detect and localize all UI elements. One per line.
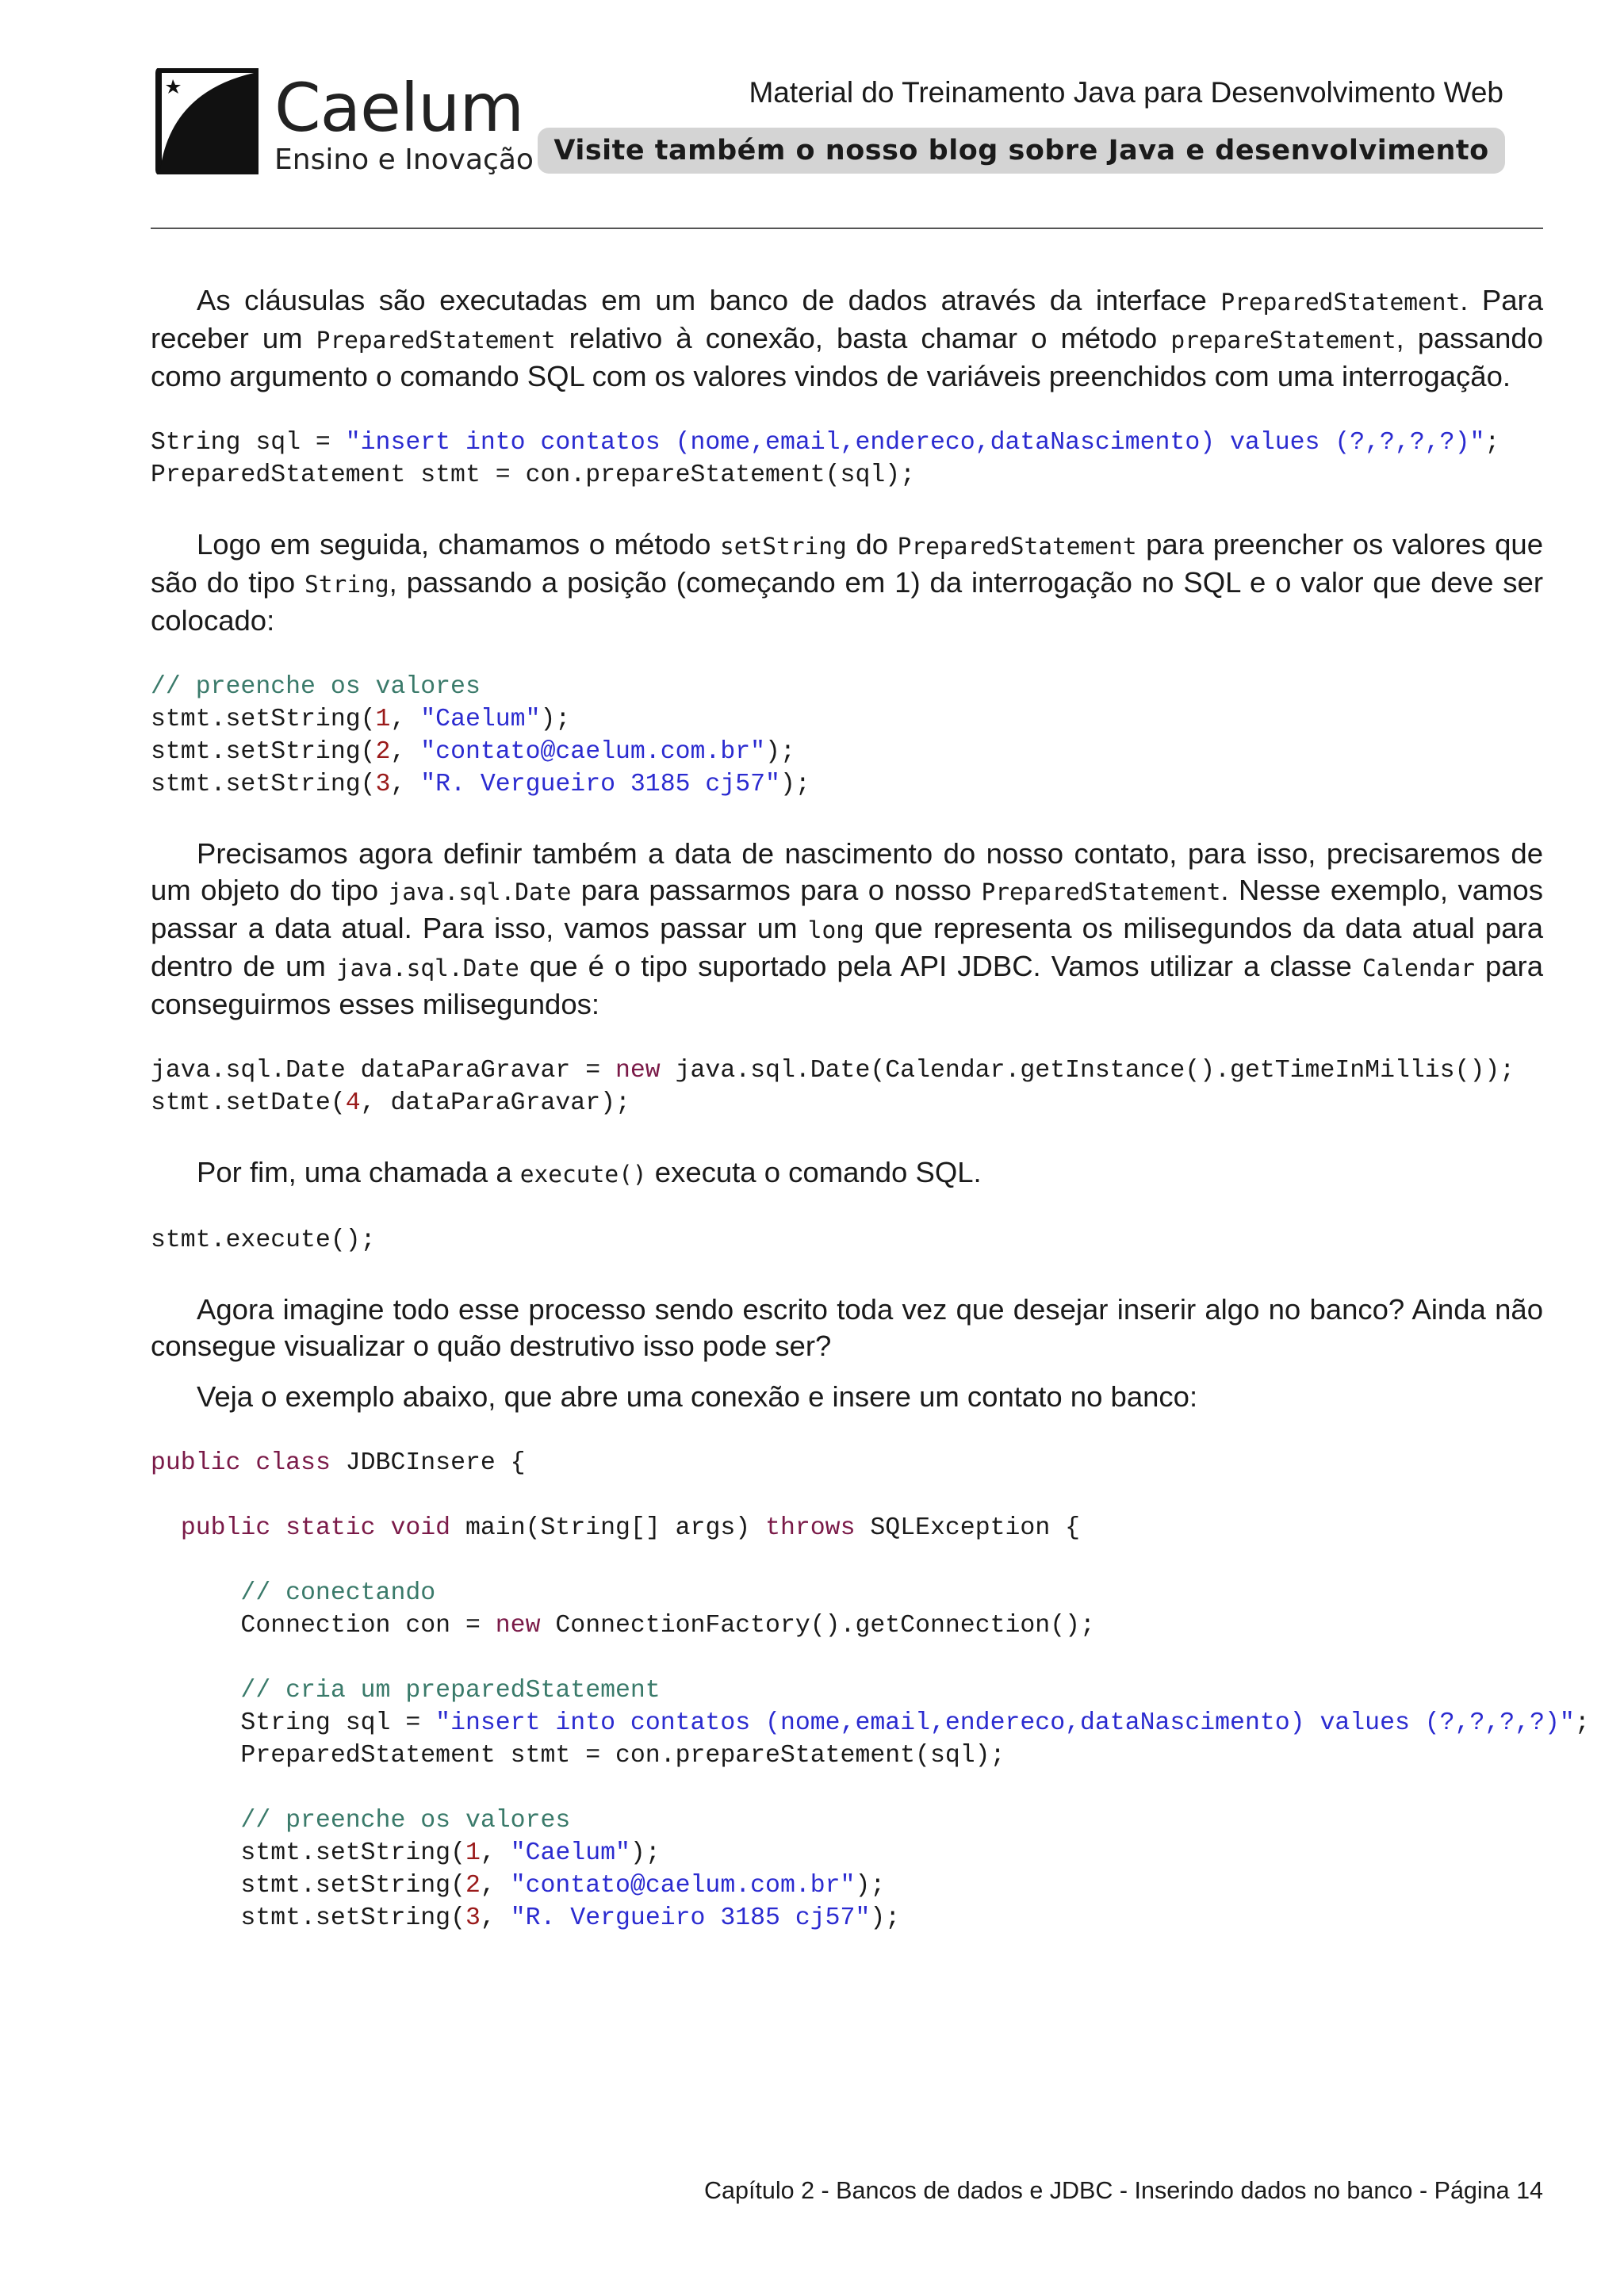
code-block-set-string: // preenche os valores stmt.setString(1, "Caelum"); stmt.setString(2, "contato@caelum.com.br"); stmt.setString(3, "R. Vergueiro 3185 cj57"); [151,673,810,798]
header-divider [151,228,1543,229]
inline-code: PreparedStatement [1220,289,1461,316]
main-content [151,282,1590,1934]
inline-code: prepareStatement [1170,327,1396,354]
inline-code: String [304,571,389,598]
logo-tagline: Ensino e Inovação [274,144,534,176]
inline-code: java.sql.Date [335,955,519,982]
inline-code: Calendar [1362,955,1475,982]
paragraph-prepared-statement: As cláusulas são executadas em um banco de dados através da interface PreparedStatement. Para receber um PreparedStatement relativo à conexão, basta chamar o método prepareStatement, passando como argumento o comando SQL com os valores vindos de variáveis preenchidos com uma interrogação. [151,284,1543,392]
page-footer: Capítulo 2 - Bancos de dados e JDBC - Inserindo dados no banco - Página 14 [704,2177,1543,2204]
caelum-logo-mark-icon [155,68,259,174]
inline-code: java.sql.Date [388,878,572,905]
header-title: Material do Treinamento Java para Desenvolvimento Web [749,76,1503,109]
inline-code: execute() [519,1161,647,1188]
inline-code: PreparedStatement [981,878,1221,905]
code-block-jdbc-insere: public class JDBCInsere { public static void main(String[] args) throws SQLException { // conectando Connection con = new ConnectionFactory().getConnection(); // cria um preparedStatement String sql = "insert into contatos (nome,email,endereco,dataNascimento) values (?,?,?,?)"; PreparedStatement stmt = con.prepareStatement(sql); // preenche os valores stmt.setString(1, "Caelum"); stmt.setString(2, "contato@caelum.com.br"); stmt.setString(3, "R. Vergueiro 3185 cj57"); [151,1449,1590,1932]
paragraph-imagine: Agora imagine todo esse processo sendo escrito toda vez que desejar inserir algo no banco? Ainda não consegue visualizar o quão destrutivo isso pode ser? [151,1293,1543,1362]
paragraph-set-string: Logo em seguida, chamamos o método setString do PreparedStatement para preencher os valores que são do tipo String, passando a posição (começando em 1) da interrogação no SQL e o valor que deve ser colocado: [151,528,1543,637]
blog-banner[interactable] [538,128,1505,174]
inline-code: setString [719,533,847,560]
code-block-sql: String sql = "insert into contatos (nome,email,endereco,dataNascimento) values (?,?,?,?)"; PreparedStatement stmt = con.prepareStatement(sql); [151,429,1500,489]
caelum-logo [155,68,534,176]
paragraph-execute: Por fim, uma chamada a execute() executa o comando SQL. [197,1156,982,1188]
inline-code: PreparedStatement [897,533,1137,560]
blog-banner-text: Visite também o nosso blog sobre Java e desenvolvimento [553,135,1489,166]
paragraph-example-intro: Veja o exemplo abaixo, que abre uma conexão e insere um contato no banco: [197,1380,1198,1413]
paragraph-date: Precisamos agora definir também a data de nascimento do nosso contato, para isso, precisaremos de um objeto do tipo java.sql.Date para passarmos para o nosso PreparedStatement. Nesse exemplo, vamos passar a data atual. Para isso, vamos passar um long que representa os milisegundos da data atual para dentro de um java.sql.Date que é o tipo suportado pela API JDBC. Vamos utilizar a classe Calendar para conseguirmos esses milisegundos: [151,837,1543,1020]
inline-code: PreparedStatement [316,327,556,354]
inline-code: long [807,916,864,943]
code-block-set-date: java.sql.Date dataParaGravar = new java.sql.Date(Calendar.getInstance().getTimeInMillis()); stmt.setDate(4, dataParaGravar); [151,1057,1515,1117]
logo-name: Caelum [274,69,524,147]
code-block-execute: stmt.execute(); [151,1226,376,1254]
